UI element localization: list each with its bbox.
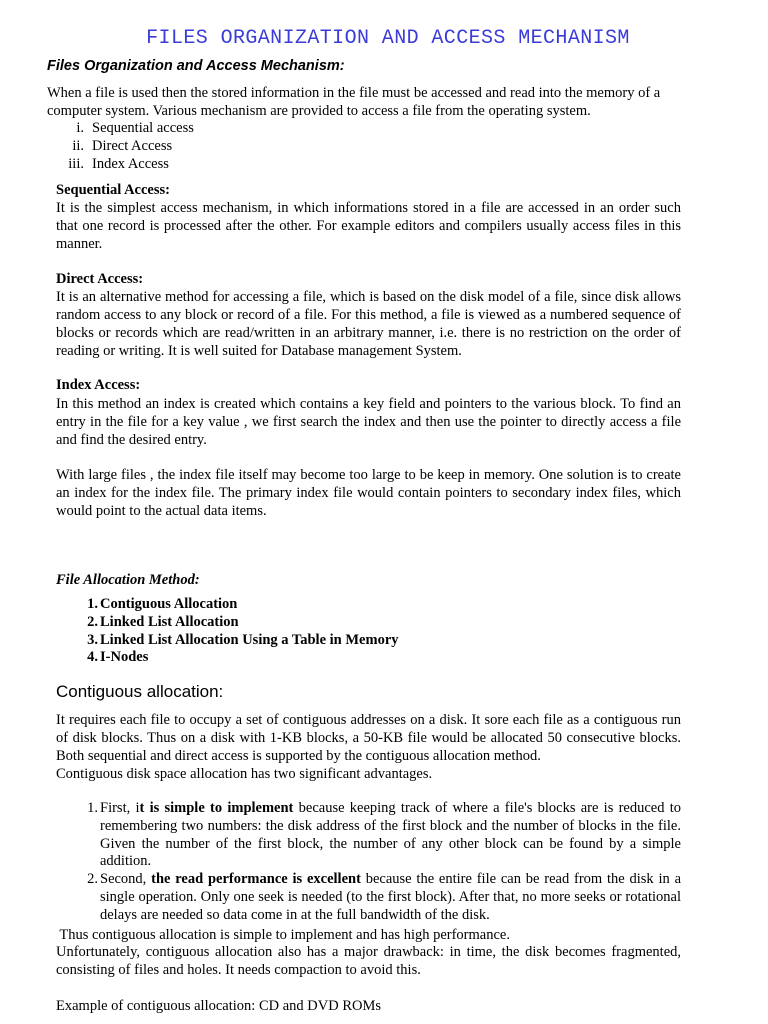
index-heading: Index Access: <box>56 377 141 393</box>
emphasis-text: the read performance is excellent <box>151 871 361 888</box>
page-title: FILES ORGANIZATION AND ACCESS MECHANISM <box>146 27 630 50</box>
list-number: iii. <box>68 155 84 172</box>
direct-heading: Direct Access: <box>56 271 144 287</box>
list-label: Contiguous Allocation <box>100 596 238 612</box>
list-label: Sequential access <box>92 120 194 136</box>
text-run: because keeping track of where a file's blocks are is reduced to remembering two numbers: the disk address of the first block and the number of blocks in the file. Given the number of the first block, the number of any other block can be found by a simple addition. <box>100 800 682 870</box>
drawback-text: Unfortunately, contiguous allocation also has a major drawback: in time, the disk becomes fragmented, consisting of files and holes. It needs compaction to avoid this. <box>56 944 681 978</box>
list-number: 3. <box>87 631 98 648</box>
list-item <box>56 800 681 871</box>
list-text <box>100 871 681 924</box>
list-label: Direct Access <box>92 137 173 154</box>
list-item <box>56 596 399 614</box>
contiguous-text-b: Contiguous disk space allocation has two significant advantages. <box>56 766 433 782</box>
list-number: 2. <box>87 871 98 888</box>
list-item <box>56 156 194 174</box>
summary-text: Thus contiguous allocation is simple to implement and has high performance. <box>56 927 510 943</box>
sequential-heading: Sequential Access: <box>56 182 170 198</box>
section-subtitle: Files Organization and Access Mechanism: <box>47 58 345 74</box>
sequential-text: It is the simplest access mechanism, in which informations stored in a file are accessed in an order such that one record is processed after the other. For example editors and compilers usually access files in this manner. <box>56 200 681 252</box>
index-text: In this method an index is created which contains a key field and pointers to the various block. To find an entry in the file for a key value , we first search the index and then use the pointer to directly access a file and find the desired entry. <box>56 396 681 448</box>
list-item <box>56 138 194 156</box>
list-item <box>56 871 681 924</box>
contiguous-text: It requires each file to occupy a set of contiguous addresses on a disk. It sore each file as a contiguous run of disk blocks. Thus on a disk with 1-KB blocks, a 50-KB file would be allocated 50 consecutive blocks. Both sequential and direct access is supported by the contiguous allocation method. <box>56 712 681 764</box>
list-item <box>56 614 399 632</box>
list-label: Linked List Allocation Using a Table in Memory <box>100 631 399 648</box>
index-text-2: With large files , the index file itself may become too large to be keep in memory. One solution is to create an index for the index file. The primary index file would contain pointers to secondary index files, which would point to the actual data items. <box>56 467 681 519</box>
advantages-list <box>56 800 681 925</box>
text-run: First, i <box>100 800 140 816</box>
allocation-heading: File Allocation Method: <box>56 572 200 588</box>
emphasis-text: t is simple to implement <box>139 800 294 816</box>
direct-text: It is an alternative method for accessing a file, which is based on the disk model of a file, since disk allows random access to any block or record of a file. For this method, a file is viewed as a numbered sequence of blocks or records which are read/written in an arbitrary manner, i.e. there is no restriction on the order of reading or writing. It is well suited for Database management System. <box>56 289 681 359</box>
example-text: Example of contiguous allocation: CD and DVD ROMs <box>56 998 381 1014</box>
list-number: 1. <box>87 800 98 816</box>
access-types-list <box>56 120 194 173</box>
list-number: 1. <box>87 596 98 612</box>
allocation-methods-list <box>56 596 399 667</box>
text-run: Second, <box>100 871 152 888</box>
list-text <box>100 800 681 871</box>
list-item <box>56 632 399 650</box>
list-item <box>56 649 399 667</box>
list-label: Index Access <box>92 155 169 172</box>
list-number: i. <box>76 120 84 136</box>
text-run: because the entire file can be read from the disk in a single operation. Only one seek is needed (to the first block). After that, no more seeks or rotational delays are needed so data come in at the full bandwidth of the disk. <box>100 871 682 923</box>
list-item <box>56 120 194 138</box>
list-number: 2. <box>87 613 98 630</box>
list-number: ii. <box>72 137 84 154</box>
contiguous-heading: Contiguous allocation: <box>56 682 224 701</box>
list-number: 4. <box>87 649 98 666</box>
intro-paragraph: When a file is used then the stored information in the file must be accessed and read into the memory of a computer system. Various mechanism are provided to access a file from the operating system. <box>47 85 661 119</box>
list-label: Linked List Allocation <box>100 613 239 630</box>
list-label: I-Nodes <box>100 649 149 666</box>
